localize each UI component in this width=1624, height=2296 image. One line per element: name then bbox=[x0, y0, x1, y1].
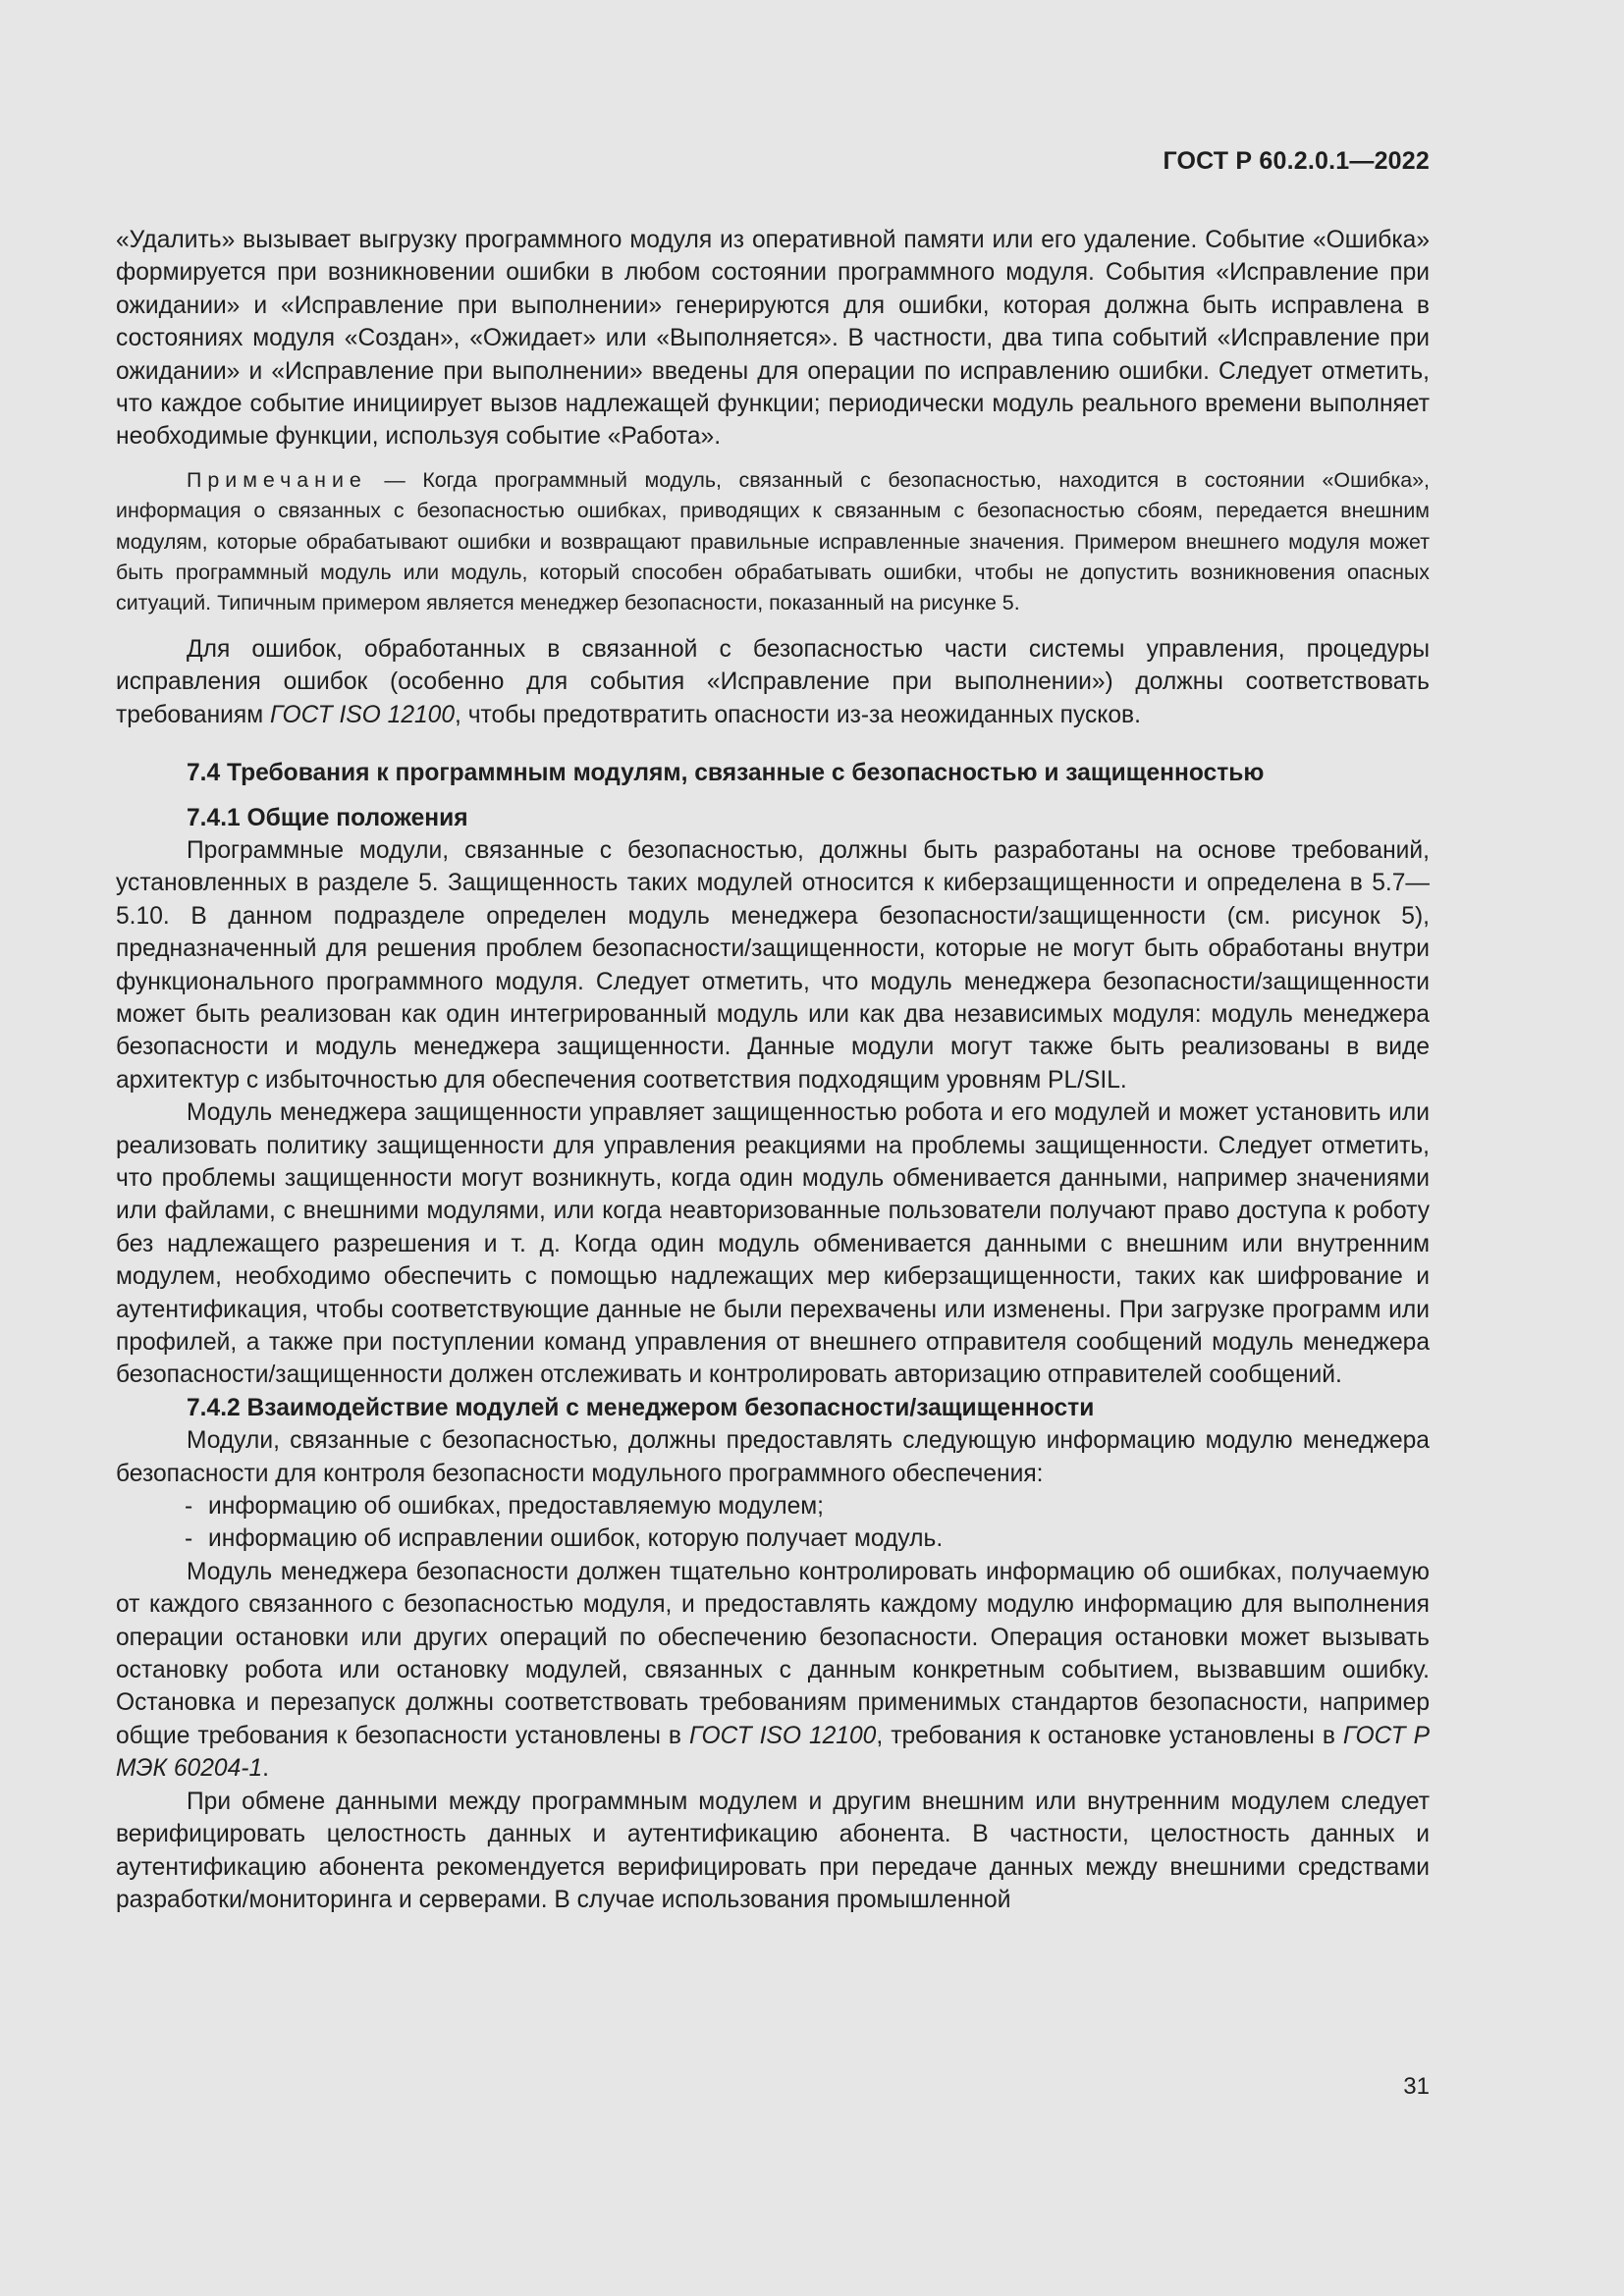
standard-reference-iso-12100: ГОСТ ISO 12100 bbox=[688, 1722, 877, 1749]
note-label: Примечание bbox=[187, 467, 367, 492]
errors-text-before: Для ошибок, обработанных в связанной с безопасностью части системы управления, процедуры исправления ошибок (особенно для события «Исправление при выполнении») должны соответствовать требованиям bbox=[116, 635, 1430, 728]
document-page bbox=[116, 0, 1430, 2296]
intro-paragraph: «Удалить» вызывает выгрузку программного модуля из оперативной памяти или его удаление. Событие «Ошибка» формируется при возникновении ошибки в любом состоянии программного модуля. События «Исправление при ожидании» и «Исправление при выполнении» генерируются для ошибки, которая должна быть исправлена в состояниях модуля «Создан», «Ожидает» или «Выполняется». В частности, два типа событий «Исправление при ожидании» и «Исправление при выполнении» введены для операции по исправлению ошибки. Следует отметить, что каждое событие инициирует вызов надлежащей функции; периодически модуль реального времени выполняет необходимые функции, используя событие «Работа». bbox=[116, 227, 1430, 451]
list-item: - информацию об ошибках, предоставляемую модулем; bbox=[185, 1493, 825, 1521]
section-7-4-heading: 7.4 Требования к программным модулям, связанные с безопасностью и защищенностью bbox=[187, 760, 1265, 787]
section-7-4-2-paragraph-1: Модули, связанные с безопасностью, должны предоставлять следующую информацию модулю менеджера безопасности для контроля безопасности модульного программного обеспечения: bbox=[116, 1427, 1430, 1487]
page-number: 31 bbox=[1403, 2073, 1430, 2100]
errors-paragraph bbox=[116, 633, 1430, 731]
note-text: — Когда программный модуль, связанный с безопасностью, находится в состоянии «Ошибка», информация о связанных с безопасностью ошибках, приводящих к связанным с безопасностью сбоям, передается внешним модулям, которые обрабатывают ошибки и возвращают правильные исправленные значения. Примером внешнего модуля может быть программный модуль или модуль, который способен обрабатывать ошибки, чтобы не допустить возникновения опасных ситуаций. Типичным примером является менеджер безопасности, показанный на рисунке 5. bbox=[116, 467, 1430, 615]
section-7-4-2-heading: 7.4.2 Взаимодействие модулей с менеджером безопасности/защищенности bbox=[187, 1394, 1095, 1421]
section-7-4-1-heading: 7.4.1 Общие положения bbox=[187, 804, 468, 831]
list-item: - информацию об исправлении ошибок, которую получает модуль. bbox=[185, 1525, 944, 1553]
standard-reference-iec-60204-1: ГОСТ Р МЭК 60204-1 bbox=[116, 1722, 1430, 1783]
section-7-4-2-list bbox=[116, 1490, 1430, 1556]
section-7-4-1-paragraph-1: Программные модули, связанные с безопасностью, должны быть разработаны на основе требований, установленных в разделе 5. Защищенность таких модулей относится к киберзащищенности и определена в 5.7—5.10. В данном подразделе определен модуль менеджера безопасности/защищенности (см. рисунок 5), предназначенный для решения проблем безопасности/защищенности, которые не могут быть обработаны внутри функционального программного модуля. Следует отметить, что модуль менеджера безопасности/защищенности может быть реализован как один интегрированный модуль или как два независимых модуля: модуль менеджера безопасности и модуль менеджера защищенности. Данные модули могут также быть реализованы в виде архитектур с избыточностью для обеспечения соответствия подходящим уровням PL/SIL. bbox=[116, 836, 1430, 1094]
document-body bbox=[116, 224, 1430, 1916]
section-7-4-2-paragraph-2: Модуль менеджера безопасности должен тщательно контролировать информацию об ошибках, получаемую от каждого связанного с безопасностью модуля, и предоставлять каждому модулю информацию для выполнения операции остановки или других операций по обеспечению безопасности. Операция остановки может вызывать остановку робота или остановку модулей, связанных с данным конкретным событием, вызвавшим ошибку. Остановка и перезапуск должны соответствовать требованиям применимых стандартов безопасности, например общие требования к безопасности установлены в ГОСТ ISO 12100, требования к остановке установлены в ГОСТ Р МЭК 60204-1. bbox=[116, 1558, 1430, 1783]
note-paragraph bbox=[116, 465, 1430, 619]
errors-text-after: , чтобы предотвратить опасности из-за неожиданных пусков. bbox=[455, 701, 1141, 728]
document-standard-id: ГОСТ Р 60.2.0.1—2022 bbox=[1163, 147, 1430, 175]
section-7-4-2-paragraph-3: При обмене данными между программным модулем и другим внешним или внутренним модулем следует верифицировать целостность данных и аутентификацию абонента. В частности, целостность данных и аутентификацию абонента рекомендуется верифицировать при передаче данных между внешними средствами разработки/мониторинга и серверами. В случае использования промышленной bbox=[116, 1788, 1430, 1913]
errors-standard-reference: ГОСТ ISO 12100 bbox=[269, 701, 456, 728]
section-7-4-1-paragraph-2: Модуль менеджера защищенности управляет защищенностью робота и его модулей и может установить или реализовать политику защищенности для управления реакциями на проблемы защищенности. Следует отметить, что проблемы защищенности могут возникнуть, когда один модуль обменивается данными, например значениями или файлами, с внешними модулями, или когда неавторизованные пользователи получают право доступа к роботу без надлежащего разрешения и т. д. Когда один модуль обменивается данными с внешним или внутренним модулем, необходимо обеспечить с помощью надлежащих мер киберзащищенности, таких как шифрование и аутентификация, чтобы соответствующие данные не были перехвачены или изменены. При загрузке программ или профилей, а также при поступлении команд управления от внешнего отправителя сообщений модуль менеджера безопасности/защищенности должен отслеживать и контролировать авторизацию отправителей сообщений. bbox=[116, 1099, 1430, 1389]
